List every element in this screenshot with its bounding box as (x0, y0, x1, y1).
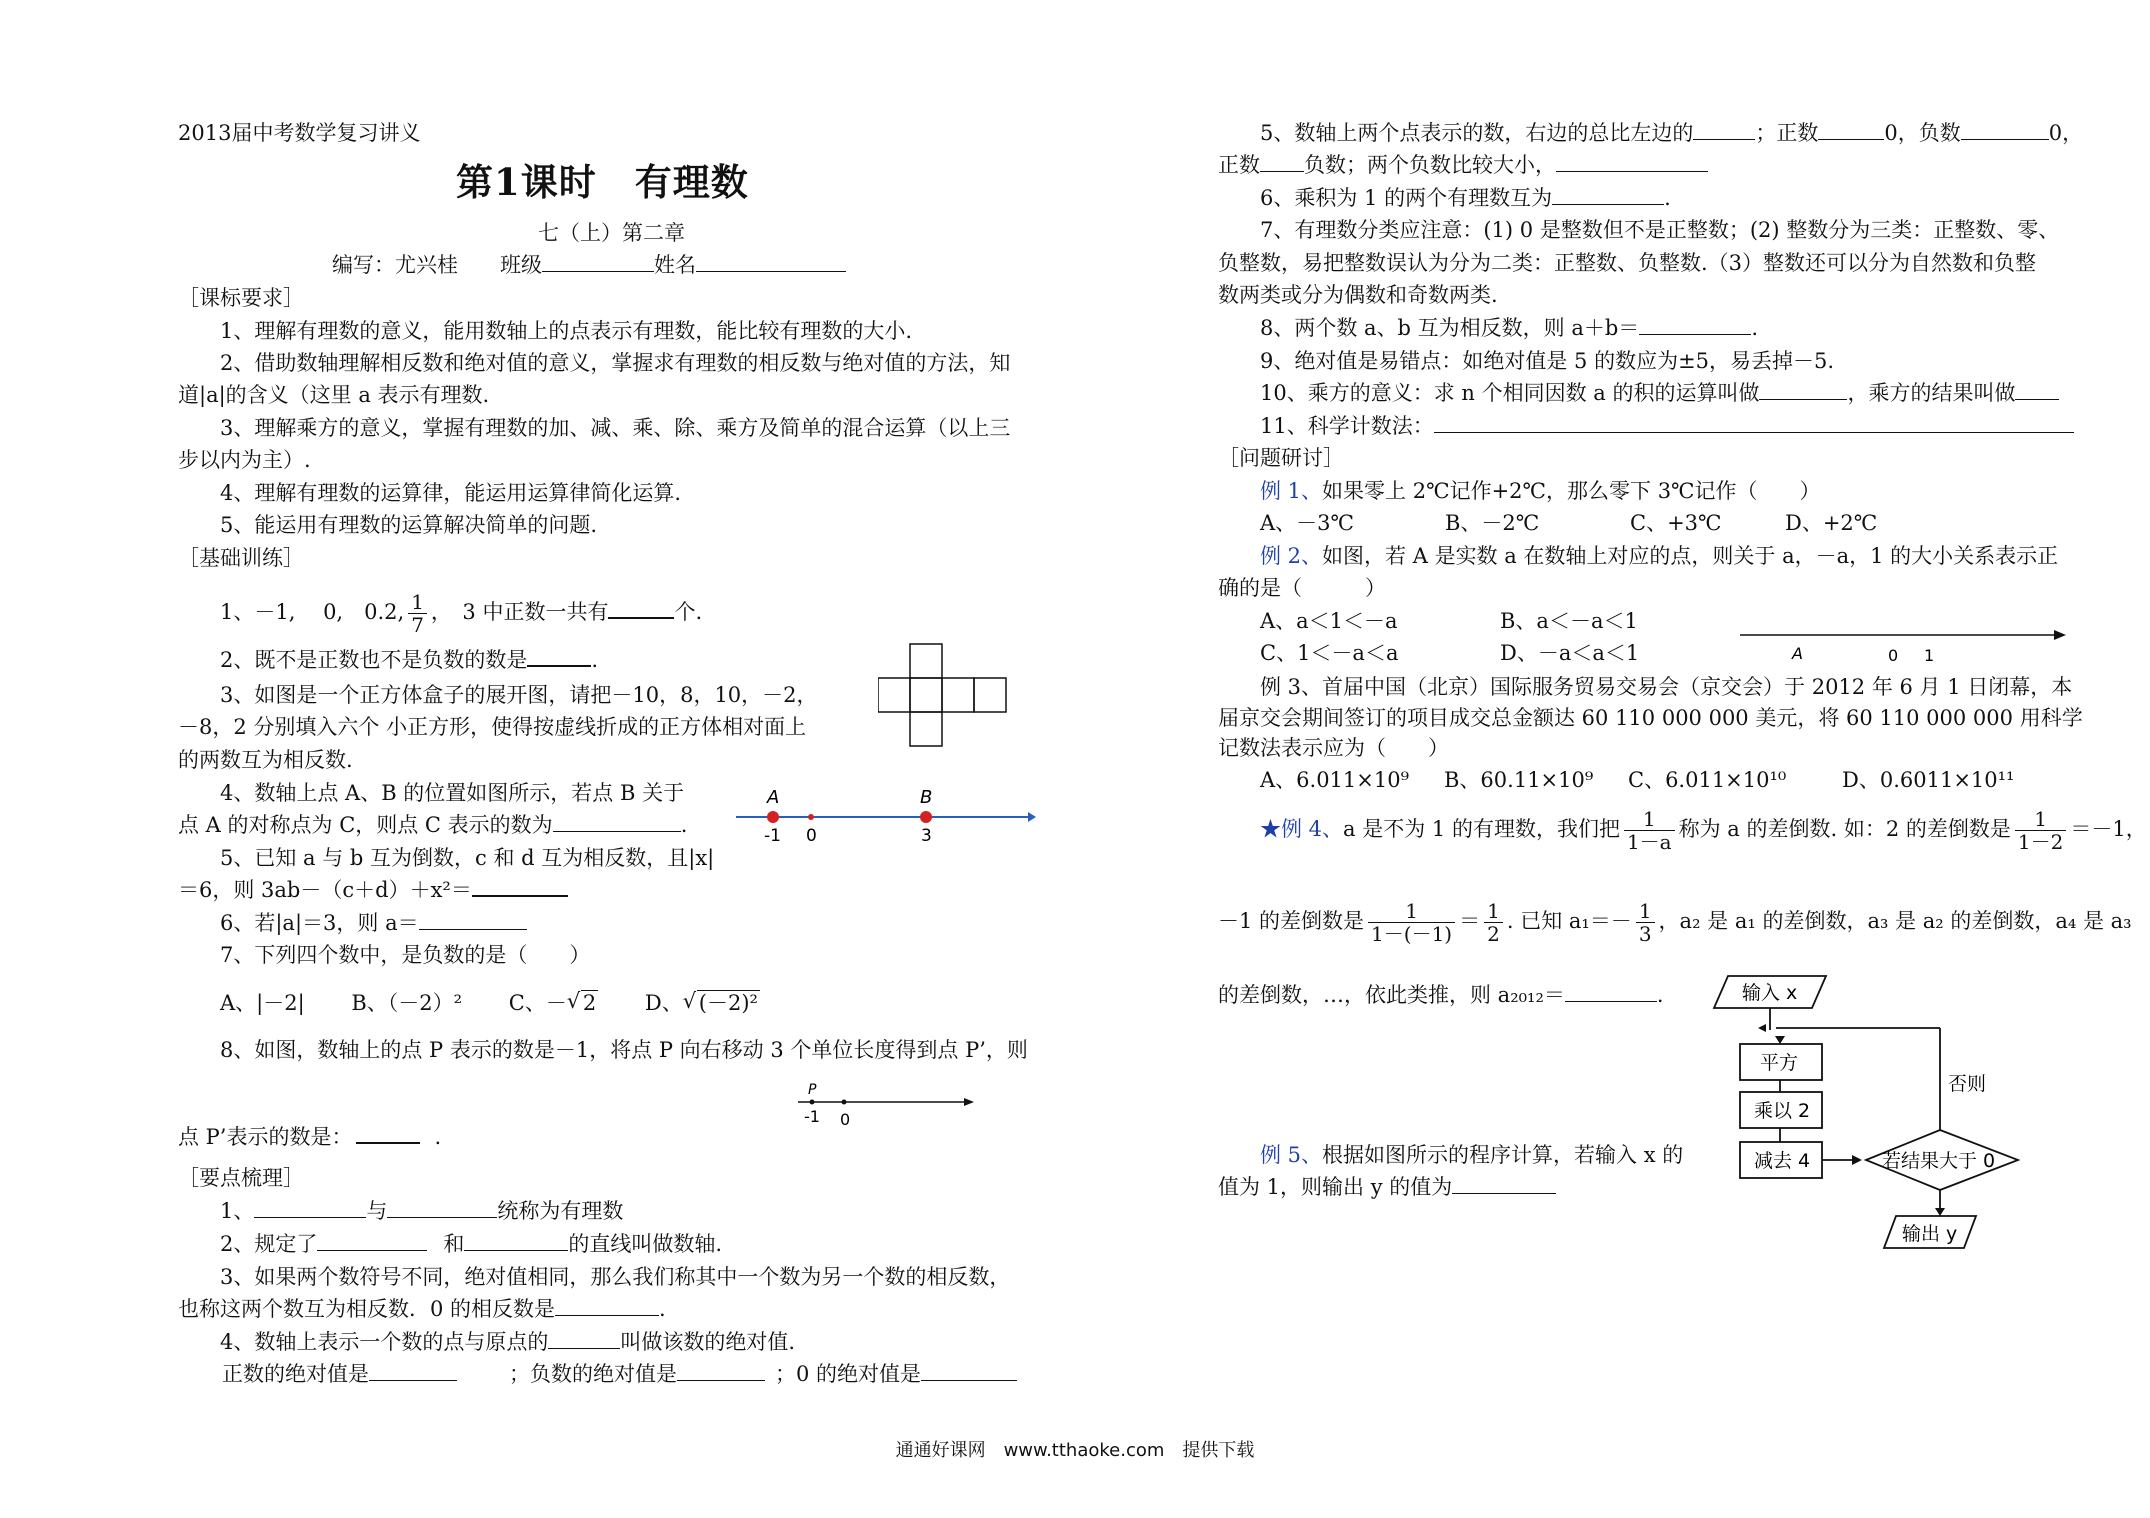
answer-blank (1565, 981, 1657, 1002)
key-4b-text-1: 正数的绝对值是 (222, 1362, 369, 1386)
axis-arrow (964, 1098, 974, 1106)
basic-3c: 的两数互为相反数. (178, 748, 353, 772)
fraction-denominator: 1－(－1) (1371, 922, 1453, 946)
fraction-third (1636, 900, 1655, 945)
basic-3b: －8，2 分别填入六个 小正方形，使得按虚线折成的正方体相对面上 (178, 715, 807, 739)
net-square-right (942, 678, 974, 712)
answer-blank (1639, 314, 1751, 335)
basic-8b-end: . (434, 1125, 442, 1149)
basic-2-end: . (591, 648, 599, 672)
axis-arrow (1028, 812, 1036, 822)
tick-neg1: -1 (764, 826, 781, 846)
answer-blank (608, 597, 674, 619)
fraction-numerator: 1 (2015, 808, 2066, 831)
example-4-text-5: . 已知 a₁＝－ (1506, 909, 1632, 933)
key-1 (220, 1196, 623, 1226)
answer-blank (356, 1122, 420, 1144)
key-4b-text-3: ；0 的绝对值是 (775, 1362, 922, 1386)
fraction-denominator: 2 (1487, 922, 1500, 946)
origin-dot (808, 814, 814, 820)
axis-arrow (2054, 630, 2066, 640)
label-a: A (767, 787, 780, 808)
key-3a: 3、如果两个数符号不同，绝对值相同，那么我们称其中一个数为另一个数的相反数， (220, 1265, 1011, 1289)
fraction-denominator: 3 (1638, 922, 1652, 946)
basic-5a: 5、已知 a 与 b 互为倒数，c 和 d 互为相反数，且|x| (220, 846, 715, 870)
section-heading-basic: ［基础训练］ (178, 546, 304, 570)
basic-8b-text: 点 P’表示的数是： (178, 1125, 353, 1149)
condition-label: 若结果大于 0 (1882, 1150, 1996, 1172)
basic-6-text: 6、若|a|＝3，则 a＝ (220, 911, 419, 935)
page-title: 第1课时 有理数 (456, 160, 749, 204)
fraction-denominator: 7 (411, 613, 424, 637)
answer-blank (1961, 119, 2049, 140)
example-2a (1260, 541, 2058, 571)
output-label: 输出 y (1902, 1223, 1958, 1245)
answer-blank (1818, 119, 1884, 140)
net-square-top (910, 644, 942, 678)
key-3b-text: 也称这两个数互为相反数．0 的相反数是 (178, 1297, 556, 1321)
number-line-ab (736, 785, 1036, 855)
answer-blank (317, 1230, 427, 1251)
key-5a-text-4: 0， (2048, 121, 2084, 145)
key-4-text: 4、数轴上表示一个数的点与原点的 (220, 1330, 549, 1354)
example-1-options (1260, 508, 1877, 538)
example-4-label: ★例 4、 (1260, 817, 1344, 841)
point-b (920, 811, 932, 823)
example-3b: 届京交会期间签订的项目成交总金额达 60 110 000 000 美元，将 60 110 000 000 用科学 (1218, 706, 2083, 730)
key-1-text-2: 与 (366, 1199, 388, 1223)
key-11-text: 11、科学计数法： (1260, 414, 1434, 438)
example-2-options-ab (1260, 606, 1638, 636)
arrow-head (1852, 1155, 1862, 1165)
option-b: B、（－2）² (351, 991, 463, 1015)
basic-3a: 3、如图是一个正方体盒子的展开图，请把－10，8，10，－2， (220, 683, 818, 707)
number-line-example-2 (1740, 615, 2070, 665)
basic-6 (220, 908, 527, 938)
answer-blank (369, 1360, 457, 1381)
key-9: 9、绝对值是易错点：如绝对值是 5 的数应为±5，易丢掉－5. (1260, 349, 1835, 373)
key-7b: 负整数，易把整数误认为分为二类：正整数、负整数.（3）整数还可以分为自然数和负整 (1218, 251, 2037, 275)
fraction-diff-reciprocal (1624, 808, 1675, 853)
example-2-text: 如图，若 A 是实数 a 在数轴上对应的点，则关于 a，－a，1 的大小关系表示正 (1322, 544, 2059, 568)
net-square-far-right (974, 678, 1006, 712)
example-1-text: 如果零上 2℃记作+2℃，那么零下 3℃记作（ ） (1322, 479, 1821, 503)
answer-blank (1693, 119, 1755, 140)
key-3b-end: . (659, 1297, 666, 1321)
net-square-center (910, 678, 942, 712)
label-a: A (1792, 644, 1803, 663)
key-8-end: . (1751, 316, 1758, 340)
basic-2 (220, 645, 598, 675)
example-4-text-4: －1 的差倒数是 (1218, 909, 1365, 933)
answer-blank (1260, 151, 1304, 172)
doc-header: 2013届中考数学复习讲义 (178, 121, 421, 145)
example-4c (1218, 980, 1664, 1010)
example-1-label: 例 1、 (1260, 479, 1323, 503)
example-2-options-cd (1260, 638, 1639, 668)
section-heading-standards: ［课标要求］ (178, 286, 304, 310)
example-3c: 记数法表示应为（ ） (1218, 736, 1449, 760)
answer-blank (1556, 151, 1708, 172)
sqrt-2: √ 2 (566, 989, 597, 1015)
tick-0: 0 (1888, 646, 1899, 665)
basic-1-text-2: ， 3 中正数一共有 (430, 600, 609, 624)
fraction-numerator: 1 (1368, 900, 1455, 923)
page-footer: 通通好课网 www.tthaoke.com 提供下载 (895, 1440, 1255, 1461)
else-label: 否则 (1948, 1073, 1987, 1095)
key-1-text: 1、 (220, 1199, 255, 1223)
option-a: A、a＜1＜－a (1260, 609, 1398, 633)
section-heading-problems: ［问题研讨］ (1218, 446, 1344, 470)
req-2a: 2、借助数轴理解相反数和绝对值的意义，掌握求有理数的相反数与绝对值的方法，知 (220, 351, 1011, 375)
net-square-bottom (910, 712, 942, 746)
class-blank (542, 251, 654, 272)
example-4-text: a 是不为 1 的有理数，我们把 (1343, 817, 1620, 841)
example-2b: 确的是（ ） (1218, 576, 1386, 600)
sqrt-neg2-sq: √ (－2)² (682, 989, 758, 1015)
example-1 (1260, 476, 1821, 506)
key-11 (1260, 411, 2074, 441)
key-4-end: 叫做该数的绝对值. (620, 1330, 796, 1354)
basic-1-end: 个. (674, 600, 703, 624)
key-3b (178, 1294, 666, 1324)
example-4-text-3: ＝－1， (2070, 817, 2147, 841)
section-heading-key-points: ［要点梳理］ (178, 1166, 304, 1190)
answer-blank (254, 1197, 366, 1218)
fraction-numerator: 1 (1484, 900, 1503, 923)
req-3a: 3、理解乘方的意义，掌握有理数的加、减、乘、除、乘方及简单的混合运算（以上三 (220, 416, 1011, 440)
key-2 (220, 1229, 722, 1259)
basic-4b-end: . (680, 813, 688, 837)
req-4: 4、理解有理数的运算律，能运用运算律简化运算. (220, 481, 682, 505)
square-label: 平方 (1760, 1052, 1799, 1074)
answer-blank (553, 811, 681, 832)
fraction-numerator: 1 (1624, 808, 1675, 831)
example-3-options (1260, 765, 2014, 795)
tick-0: 0 (840, 1110, 851, 1129)
fraction-neg1 (1368, 900, 1455, 945)
answer-blank (472, 875, 568, 897)
option-d: D、－a＜a＜1 (1500, 641, 1640, 665)
answer-blank (555, 1295, 659, 1316)
answer-blank (1552, 184, 1664, 205)
basic-7: 7、下列四个数中，是负数的是（ ） (220, 943, 591, 967)
answer-blank (464, 1230, 568, 1251)
example-5b (1218, 1172, 1556, 1202)
key-8 (1260, 313, 1758, 343)
subtitle: 七（上）第二章 (538, 221, 685, 245)
example-4a (1260, 806, 2147, 853)
basic-1-text: 1、－1, 0, 0.2, (220, 600, 405, 624)
req-3b: 步以内为主）. (178, 448, 311, 472)
basic-2-text: 2、既不是正数也不是负数的数是 (220, 648, 528, 672)
label-b: B (920, 787, 933, 808)
origin-dot (842, 1100, 847, 1105)
basic-4a: 4、数轴上点 A、B 的位置如图所示，若点 B 关于 (220, 781, 685, 805)
key-8-text: 8、两个数 a、b 互为相反数，则 a＋b＝ (1260, 316, 1640, 340)
fraction-numerator: 1 (1636, 900, 1655, 923)
multiply-label: 乘以 2 (1754, 1100, 1811, 1122)
key-5a-text-2: ；正数 (1755, 121, 1819, 145)
basic-4b (178, 810, 687, 840)
option-c: C、+3℃ (1630, 511, 1722, 535)
option-d: D、0.6011×10¹¹ (1842, 768, 2015, 792)
answer-blank (677, 1360, 765, 1381)
example-5a (1260, 1140, 1683, 1170)
equals-sign: ＝ (1459, 909, 1481, 933)
tick-neg1: -1 (804, 1107, 820, 1126)
key-6-end: . (1664, 186, 1671, 210)
key-5b-text-2: 负数；两个负数比较大小， (1304, 153, 1556, 177)
author-label: 编写：尤兴桂 班级 (332, 253, 542, 277)
key-7a: 7、有理数分类应注意：(1) 0 是整数但不是正整数；(2) 整数分为三类：正整数、零、 (1260, 218, 2060, 242)
answer-blank (2015, 379, 2059, 400)
option-a: A、|－2| (220, 991, 305, 1015)
basic-5b (178, 875, 568, 905)
example-4-end: . (1656, 983, 1664, 1007)
arrow-head (1758, 1024, 1766, 1032)
example-5-label: 例 5、 (1260, 1143, 1323, 1167)
answer-blank (1452, 1173, 1556, 1194)
key-6-text: 6、乘积为 1 的两个有理数互为 (1260, 186, 1553, 210)
basic-8b (178, 1122, 441, 1152)
tick-0: 0 (806, 826, 817, 846)
example-4b (1218, 898, 2132, 945)
example-4-text-7: 的差倒数，…，依此类推，则 a₂₀₁₂＝ (1218, 983, 1565, 1007)
answer-blank (527, 645, 591, 667)
key-4b (222, 1359, 1017, 1389)
answer-blank (387, 1197, 497, 1218)
answer-blank (548, 1328, 620, 1349)
basic-7-options (220, 988, 760, 1018)
key-1-text-3: 统称为有理数 (497, 1199, 624, 1223)
tick-3: 3 (921, 826, 932, 846)
cube-net-figure (878, 640, 1018, 750)
key-4b-text-2: ；负数的绝对值是 (509, 1362, 677, 1386)
key-5b-text: 正数 (1218, 153, 1260, 177)
point-p (810, 1100, 815, 1105)
arrow-head (1935, 1208, 1945, 1216)
tick-1: 1 (1924, 646, 1935, 665)
answer-blank (921, 1360, 1017, 1381)
key-7c: 数两类或分为偶数和奇数两类. (1218, 283, 1498, 307)
req-5: 5、能运用有理数的运算解决简单的问题. (220, 513, 598, 537)
key-10 (1260, 378, 2059, 408)
radicand: 2 (582, 991, 597, 1015)
answer-blank (1759, 379, 1847, 400)
name-blank (696, 251, 846, 272)
answer-blank (419, 909, 527, 930)
option-a: A、－3℃ (1260, 511, 1355, 535)
option-d: D、 (644, 991, 683, 1015)
req-1: 1、理解有理数的意义，能用数轴上的点表示有理数，能比较有理数的大小. (220, 319, 913, 343)
req-2b: 道|a|的含义（这里 a 表示有理数. (178, 383, 490, 407)
option-c: C、1＜－a＜a (1260, 641, 1399, 665)
net-square-left (878, 678, 910, 712)
example-5-text: 根据如图所示的程序计算，若输入 x 的 (1322, 1143, 1684, 1167)
key-2-text-2: 和 (443, 1232, 465, 1256)
program-flowchart (1700, 970, 2050, 1270)
option-b: B、a＜－a＜1 (1500, 609, 1638, 633)
key-4 (220, 1327, 795, 1357)
key-5a-text-3: 0，负数 (1884, 121, 1961, 145)
fraction-denominator: 1－2 (2017, 830, 2064, 854)
fraction-one-seventh (408, 591, 427, 636)
example-4-text-2: 称为 a 的差倒数. 如：2 的差倒数是 (1678, 817, 2011, 841)
option-b: B、－2℃ (1445, 511, 1540, 535)
author-line (332, 250, 846, 280)
example-3a: 例 3、首届中国（北京）国际服务贸易交易会（京交会）于 2012 年 6 月 1 日闭幕，本 (1260, 675, 2073, 699)
name-label: 姓名 (654, 253, 696, 277)
fraction-numerator: 1 (408, 591, 427, 614)
key-10-text-2: ，乘方的结果叫做 (1847, 381, 2016, 405)
key-2-text-3: 的直线叫做数轴. (568, 1232, 723, 1256)
option-b: B、60.11×10⁹ (1444, 768, 1594, 792)
point-a (767, 811, 779, 823)
fraction-example (2015, 808, 2066, 853)
option-d: D、+2℃ (1785, 511, 1878, 535)
example-5-text-2: 值为 1，则输出 y 的值为 (1218, 1175, 1453, 1199)
key-2-text: 2、规定了 (220, 1232, 318, 1256)
arrow-head (1775, 1036, 1785, 1044)
option-c: C、6.011×10¹⁰ (1628, 768, 1787, 792)
radicand: (－2)² (698, 991, 758, 1015)
basic-5b-text: ＝6，则 3ab－（c＋d）＋x²＝ (178, 878, 472, 902)
number-line-p (798, 1082, 978, 1132)
example-2-label: 例 2、 (1260, 544, 1323, 568)
key-6 (1260, 183, 1671, 213)
input-label: 输入 x (1742, 982, 1798, 1004)
label-p: P (808, 1082, 817, 1098)
example-4-text-6: ，a₂ 是 a₁ 的差倒数，a₃ 是 a₂ 的差倒数，a₄ 是 a₃ (1658, 909, 2132, 933)
fraction-denominator: 1－a (1626, 830, 1672, 854)
basic-8a: 8、如图，数轴上的点 P 表示的数是－1，将点 P 向右移动 3 个单位长度得到点 P’，则 (220, 1038, 1028, 1062)
option-a: A、6.011×10⁹ (1260, 768, 1410, 792)
answer-blank (1434, 412, 2074, 433)
subtract-label: 减去 4 (1754, 1150, 1811, 1172)
basic-4b-text: 点 A 的对称点为 C，则点 C 表示的数为 (178, 813, 553, 837)
fraction-half (1484, 900, 1503, 945)
key-10-text: 10、乘方的意义：求 n 个相同因数 a 的积的运算叫做 (1260, 381, 1760, 405)
key-5b (1218, 150, 1708, 180)
key-5a-text: 5、数轴上两个点表示的数，右边的总比左边的 (1260, 121, 1694, 145)
key-5a (1260, 118, 2083, 148)
basic-1 (220, 590, 702, 636)
option-c: C、－ (508, 991, 567, 1015)
